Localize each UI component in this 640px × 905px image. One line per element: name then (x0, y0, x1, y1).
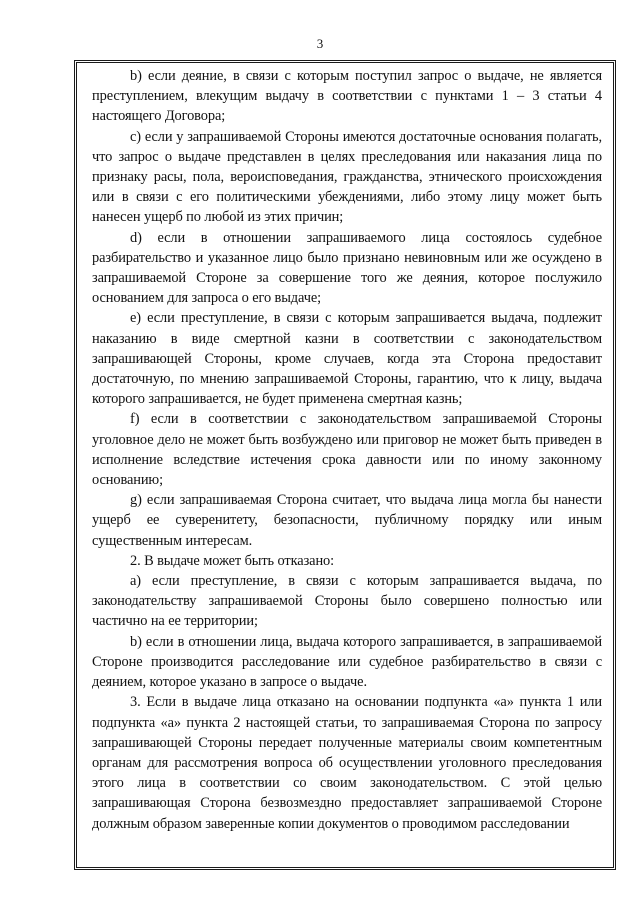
paragraph-1f: f) если в соответствии с законодательством запрашиваемой Стороны уголовное дело не может быть возбуждено или приговор не может быть приведен в исполнение вследствие истечения срока давности или по иному законному основанию; (92, 411, 602, 489)
page-number: 3 (316, 36, 324, 51)
paragraph-1d: d) если в отношении запрашиваемого лица состоялось судебное разбирательство и указанное лицо было признано невиновным или же осуждено в запрашиваемой Стороне за совершение того же деяния, которое послужило основанием для запроса о его выдаче; (92, 229, 602, 307)
document-body (92, 66, 602, 834)
paragraph-1c: c) если у запрашиваемой Стороны имеются достаточные основания полагать, что запрос о выдаче представлен в целях преследования или наказания лица по признаку расы, пола, вероисповедания, гражданства, этнического происхождения или в связи с его политическими убеждениями, либо этому лицу может быть нанесен ущерб по любой из этих причин; (92, 128, 602, 226)
paragraph-1e: e) если преступление, в связи с которым запрашивается выдача, подлежит наказанию в виде смертной казни в соответствии с законодательством запрашивающей Стороны, кроме случаев, когда эта Сторона предоставит достаточную, по мнению запрашиваемой Стороны, гарантию, что к лицу, выдача которого запрашивается, не будет применена смертная казнь; (92, 310, 602, 408)
paragraph-3: 3. Если в выдаче лица отказано на основании подпункта «a» пункта 1 или подпункта «a» пункта 2 настоящей статьи, то запрашиваемая Сторона по запросу запрашивающей Стороны передает полученные материалы своим компетентным органам для рассмотрения вопроса об осуществлении уголовного преследования этого лица в соответствии со своим законодательством. С этой целью запрашивающая Сторона безвозмездно предоставляет запрашиваемой Стороне должным образом заверенные копии документов о проводимом расследовании (92, 694, 602, 832)
paragraph-2b: b) если в отношении лица, выдача которого запрашивается, в запрашиваемой Стороне производится расследование или судебное разбирательство в связи с деянием, которое указано в запросе о выдаче. (92, 633, 602, 691)
paragraph-1b: b) если деяние, в связи с которым поступил запрос о выдаче, не является преступлением, влекущим выдачу в соответствии с пунктами 1 – 3 статьи 4 настоящего Договора; (92, 68, 602, 125)
paragraph-1g: g) если запрашиваемая Сторона считает, что выдача лица могла бы нанести ущерб ее суверенитету, безопасности, публичному порядку или иным существенным интересам. (92, 492, 602, 549)
paragraph-2a: a) если преступление, в связи с которым запрашивается выдача, по законодательству запрашиваемой Стороны было совершено полностью или частично на ее территории; (92, 573, 602, 630)
paragraph-2-heading: 2. В выдаче может быть отказано: (130, 552, 335, 569)
